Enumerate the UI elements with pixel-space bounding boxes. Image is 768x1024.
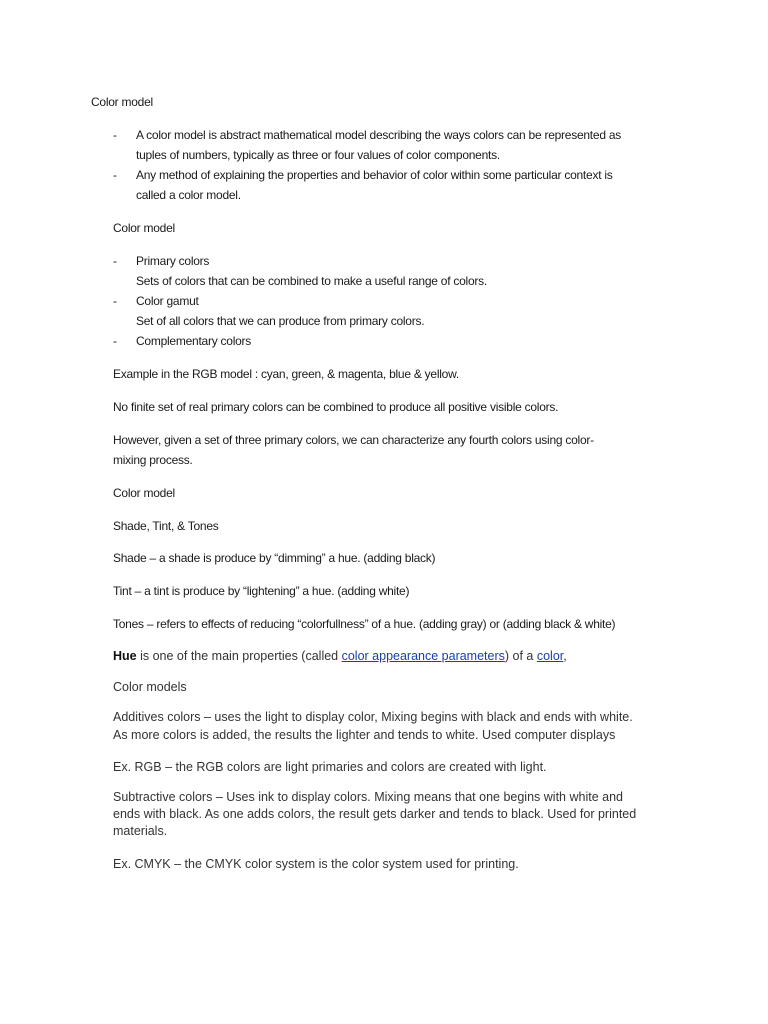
subtractive-paragraph-line-3: materials. [113,824,168,838]
color-appearance-parameters-link[interactable]: color appearance parameters [341,649,505,663]
bullet-dash: - [113,294,117,308]
rgb-example-paragraph: Ex. RGB – the RGB colors are light primaries and colors are created with light. [113,760,547,774]
tint-definition: Tint – a tint is produce by “lightening” a hue. (adding white) [113,584,410,598]
additive-paragraph-line-2: As more colors is added, the results the lighter and tends to white. Used computer displays [113,728,616,742]
hue-term: Hue [113,649,137,663]
hue-text-2: ) of a [504,649,537,663]
bullet-dash: - [113,128,117,142]
example-rgb-paragraph: Example in the RGB model : cyan, green, & magenta, blue & yellow. [113,367,459,381]
cmyk-example-paragraph: Ex. CMYK – the CMYK color system is the color system used for printing. [113,857,519,871]
page-title: Color model [91,95,153,109]
color-gamut-label: Color gamut [136,294,199,308]
hue-text-3: , [563,649,567,663]
shade-definition: Shade – a shade is produce by “dimming” a hue. (adding black) [113,551,436,565]
primary-colors-label: Primary colors [136,254,210,268]
subtractive-paragraph-line-1: Subtractive colors – Uses ink to display colors. Mixing means that one begins with white and [113,790,623,804]
shade-tint-tones-heading: Shade, Tint, & Tones [113,519,219,533]
intro-bullet-1-line-1: A color model is abstract mathematical model describing the ways colors can be represented as [136,128,621,142]
bullet-dash: - [113,168,117,182]
tones-definition: Tones – refers to effects of reducing “colorfullness” of a hue. (adding gray) or (adding black & white) [113,617,616,631]
no-finite-paragraph: No finite set of real primary colors can be combined to produce all positive visible colors. [113,400,559,414]
hue-text-1: is one of the main properties (called [136,649,342,663]
intro-bullet-2-line-2: called a color model. [136,188,241,202]
color-gamut-desc: Set of all colors that we can produce from primary colors. [136,314,425,328]
section-heading-color-model: Color model [113,221,175,235]
hue-paragraph [113,646,567,666]
color-link[interactable]: color [536,649,564,663]
intro-bullet-1-line-2: tuples of numbers, typically as three or four values of color components. [136,148,500,162]
intro-bullet-2-line-1: Any method of explaining the properties and behavior of color within some particular context is [136,168,613,182]
however-paragraph-line-1: However, given a set of three primary colors, we can characterize any fourth colors using color- [113,433,594,447]
subtractive-paragraph-line-2: ends with black. As one adds colors, the result gets darker and tends to black. Used for printed [113,807,637,821]
primary-colors-desc: Sets of colors that can be combined to make a useful range of colors. [136,274,487,288]
complementary-colors-label: Complementary colors [136,334,252,348]
section-heading-color-model-2: Color model [113,486,175,500]
additive-paragraph-line-1: Additives colors – uses the light to display color, Mixing begins with black and ends with white. [113,710,633,724]
color-models-heading: Color models [113,680,187,694]
bullet-dash: - [113,334,117,348]
bullet-dash: - [113,254,117,268]
however-paragraph-line-2: mixing process. [113,453,193,467]
